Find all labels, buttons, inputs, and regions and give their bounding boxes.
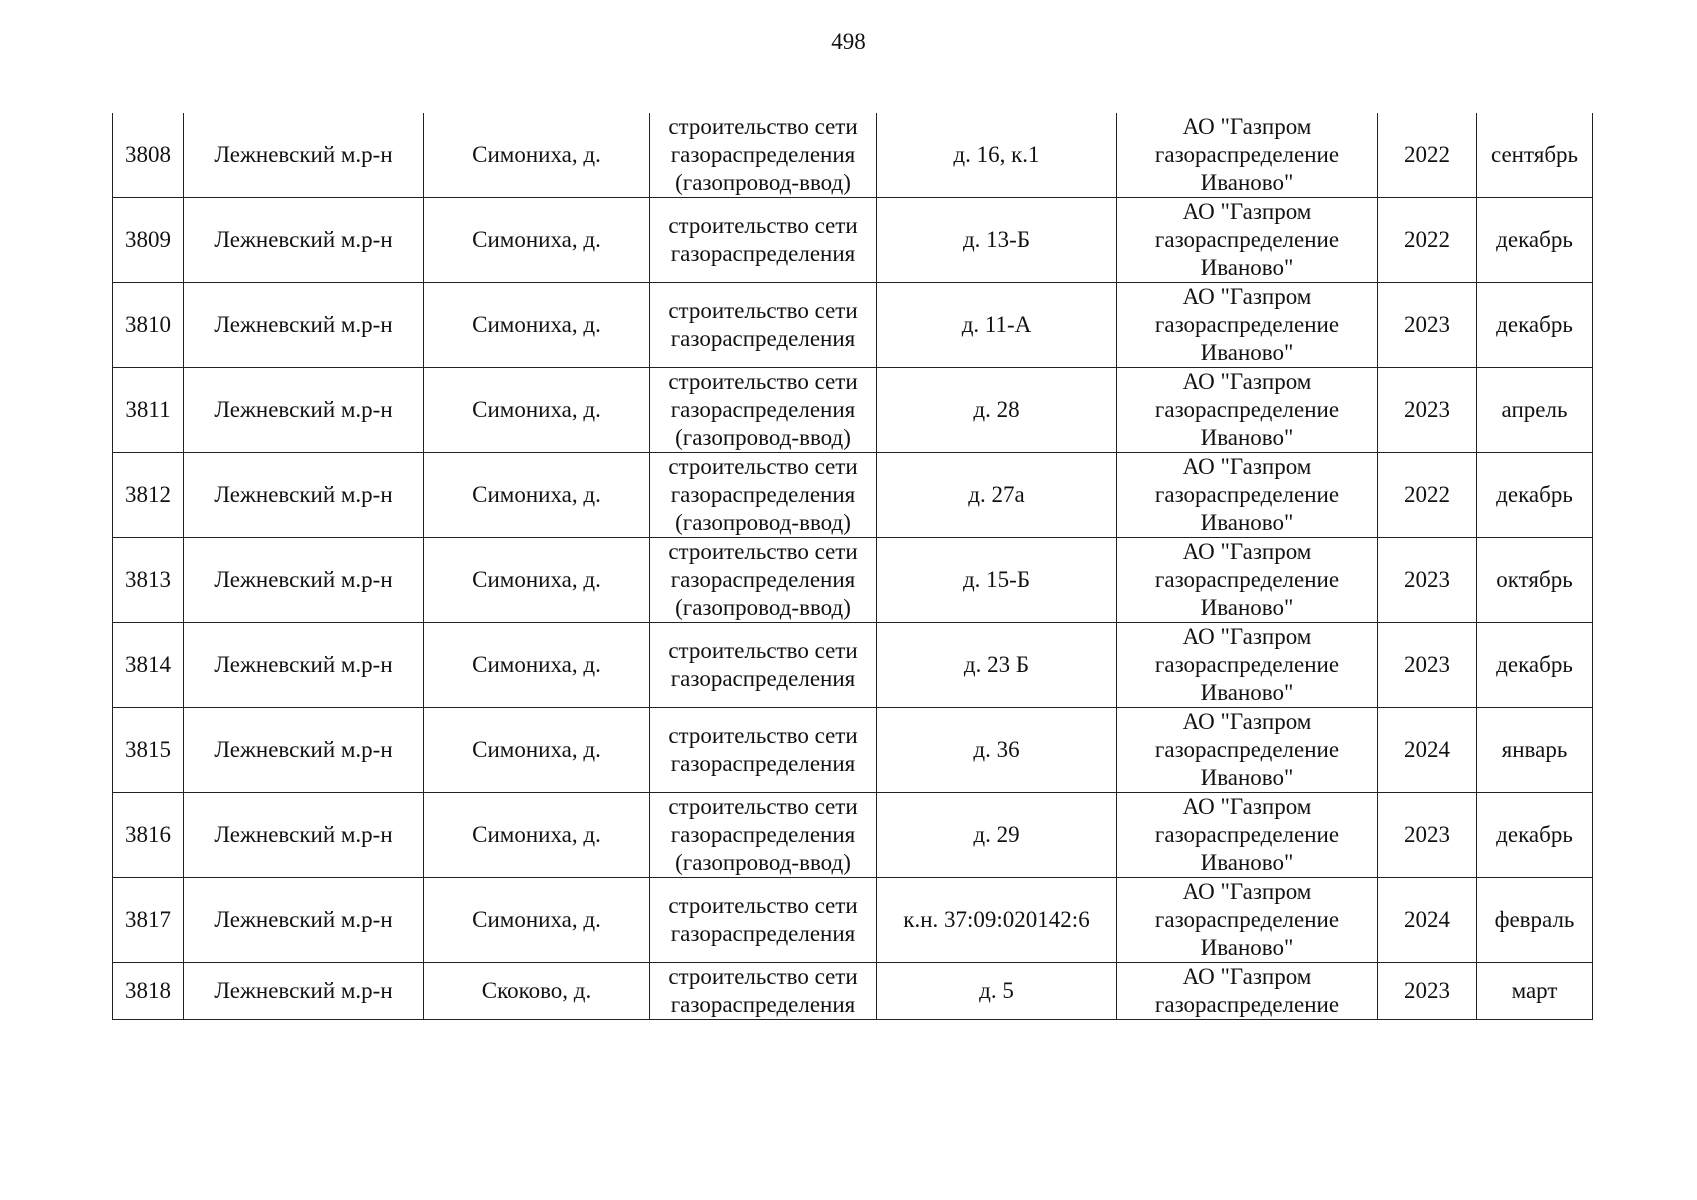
organization-cell-line: газораспределение [1154, 992, 1340, 1017]
month-cell: январь [1477, 708, 1593, 793]
organization-cell-line: АО "Газпром [1182, 369, 1312, 394]
address-cell: д. 27а [877, 453, 1117, 538]
work-type-cell-line: строительство сети [668, 723, 858, 748]
work-type-cell-line: строительство сети [668, 638, 858, 663]
row-number-cell: 3818 [113, 963, 184, 1020]
month-cell: декабрь [1477, 453, 1593, 538]
work-type-cell-line: газораспределения [670, 751, 856, 776]
row-number-cell: 3810 [113, 283, 184, 368]
organization-cell [1117, 198, 1378, 283]
organization-cell [1117, 878, 1378, 963]
district-cell: Лежневский м.р-н [184, 538, 424, 623]
month-cell: сентябрь [1477, 113, 1593, 198]
address-cell: д. 16, к.1 [877, 113, 1117, 198]
work-type-cell-line: строительство сети [668, 794, 858, 819]
work-type-cell-line: (газопровод-ввод) [675, 170, 851, 195]
settlement-cell: Симониха, д. [424, 368, 650, 453]
year-cell: 2022 [1378, 113, 1477, 198]
organization-cell-line: газораспределение [1154, 312, 1340, 337]
table-row [113, 623, 1593, 708]
settlement-cell: Симониха, д. [424, 198, 650, 283]
organization-cell-line: Иваново" [1200, 425, 1294, 450]
organization-cell [1117, 793, 1378, 878]
address-cell: к.н. 37:09:020142:6 [877, 878, 1117, 963]
month-cell: декабрь [1477, 198, 1593, 283]
organization-cell [1117, 623, 1378, 708]
year-cell: 2023 [1378, 623, 1477, 708]
district-cell: Лежневский м.р-н [184, 793, 424, 878]
row-number-cell: 3813 [113, 538, 184, 623]
work-type-cell-line: строительство сети [668, 298, 858, 323]
work-type-cell-line: газораспределения [670, 992, 856, 1017]
work-type-cell [650, 198, 877, 283]
organization-cell-line: газораспределение [1154, 227, 1340, 252]
gas-network-table [112, 113, 1593, 1020]
settlement-cell: Симониха, д. [424, 538, 650, 623]
organization-cell-line: газораспределение [1154, 822, 1340, 847]
settlement-cell: Симониха, д. [424, 113, 650, 198]
settlement-cell: Скоково, д. [424, 963, 650, 1020]
work-type-cell-line: строительство сети [668, 114, 858, 139]
organization-cell-line: АО "Газпром [1182, 879, 1312, 904]
year-cell: 2023 [1378, 538, 1477, 623]
table-row [113, 368, 1593, 453]
month-cell: март [1477, 963, 1593, 1020]
table-row [113, 113, 1593, 198]
address-cell: д. 23 Б [877, 623, 1117, 708]
work-type-cell-line: газораспределения [670, 326, 856, 351]
row-number-cell: 3815 [113, 708, 184, 793]
year-cell: 2022 [1378, 198, 1477, 283]
work-type-cell [650, 878, 877, 963]
work-type-cell [650, 793, 877, 878]
organization-cell [1117, 708, 1378, 793]
work-type-cell-line: строительство сети [668, 454, 858, 479]
work-type-cell [650, 113, 877, 198]
work-type-cell-line: строительство сети [668, 964, 858, 989]
work-type-cell-line: строительство сети [668, 893, 858, 918]
organization-cell-line: Иваново" [1200, 255, 1294, 280]
organization-cell-line: Иваново" [1200, 170, 1294, 195]
work-type-cell-line: газораспределения [670, 567, 856, 592]
district-cell: Лежневский м.р-н [184, 963, 424, 1020]
organization-cell-line: АО "Газпром [1182, 539, 1312, 564]
row-number-cell: 3808 [113, 113, 184, 198]
organization-cell-line: газораспределение [1154, 142, 1340, 167]
settlement-cell: Симониха, д. [424, 283, 650, 368]
organization-cell-line: АО "Газпром [1182, 114, 1312, 139]
table-row [113, 708, 1593, 793]
work-type-cell-line: газораспределения [670, 142, 856, 167]
organization-cell-line: газораспределение [1154, 652, 1340, 677]
row-number-cell: 3812 [113, 453, 184, 538]
district-cell: Лежневский м.р-н [184, 198, 424, 283]
organization-cell-line: газораспределение [1154, 482, 1340, 507]
organization-cell [1117, 963, 1378, 1020]
month-cell: декабрь [1477, 283, 1593, 368]
address-cell: д. 11-А [877, 283, 1117, 368]
month-cell: декабрь [1477, 623, 1593, 708]
work-type-cell-line: строительство сети [668, 213, 858, 238]
organization-cell-line: АО "Газпром [1182, 624, 1312, 649]
work-type-cell-line: газораспределения [670, 482, 856, 507]
work-type-cell [650, 368, 877, 453]
work-type-cell [650, 623, 877, 708]
work-type-cell [650, 963, 877, 1020]
row-number-cell: 3811 [113, 368, 184, 453]
table-row [113, 878, 1593, 963]
year-cell: 2024 [1378, 708, 1477, 793]
district-cell: Лежневский м.р-н [184, 113, 424, 198]
year-cell: 2023 [1378, 283, 1477, 368]
table-row [113, 198, 1593, 283]
work-type-cell-line: (газопровод-ввод) [675, 595, 851, 620]
table-body [113, 113, 1593, 1020]
work-type-cell-line: (газопровод-ввод) [675, 510, 851, 535]
organization-cell-line: газораспределение [1154, 397, 1340, 422]
settlement-cell: Симониха, д. [424, 878, 650, 963]
organization-cell-line: АО "Газпром [1182, 454, 1312, 479]
row-number-cell: 3816 [113, 793, 184, 878]
settlement-cell: Симониха, д. [424, 453, 650, 538]
address-cell: д. 36 [877, 708, 1117, 793]
year-cell: 2023 [1378, 368, 1477, 453]
table-row [113, 453, 1593, 538]
organization-cell-line: газораспределение [1154, 907, 1340, 932]
settlement-cell: Симониха, д. [424, 793, 650, 878]
table-row [113, 283, 1593, 368]
work-type-cell [650, 708, 877, 793]
district-cell: Лежневский м.р-н [184, 453, 424, 538]
settlement-cell: Симониха, д. [424, 708, 650, 793]
month-cell: февраль [1477, 878, 1593, 963]
address-cell: д. 15-Б [877, 538, 1117, 623]
table-row [113, 963, 1593, 1020]
district-cell: Лежневский м.р-н [184, 623, 424, 708]
table-row [113, 793, 1593, 878]
organization-cell-line: Иваново" [1200, 340, 1294, 365]
month-cell: декабрь [1477, 793, 1593, 878]
row-number-cell: 3814 [113, 623, 184, 708]
row-number-cell: 3817 [113, 878, 184, 963]
year-cell: 2023 [1378, 963, 1477, 1020]
organization-cell [1117, 113, 1378, 198]
settlement-cell: Симониха, д. [424, 623, 650, 708]
month-cell: апрель [1477, 368, 1593, 453]
organization-cell [1117, 538, 1378, 623]
year-cell: 2024 [1378, 878, 1477, 963]
work-type-cell-line: газораспределения [670, 397, 856, 422]
address-cell: д. 5 [877, 963, 1117, 1020]
organization-cell [1117, 283, 1378, 368]
organization-cell-line: АО "Газпром [1182, 284, 1312, 309]
organization-cell [1117, 453, 1378, 538]
organization-cell-line: АО "Газпром [1182, 794, 1312, 819]
work-type-cell [650, 538, 877, 623]
year-cell: 2022 [1378, 453, 1477, 538]
work-type-cell-line: (газопровод-ввод) [675, 425, 851, 450]
organization-cell-line: Иваново" [1200, 595, 1294, 620]
organization-cell-line: Иваново" [1200, 850, 1294, 875]
work-type-cell [650, 283, 877, 368]
work-type-cell-line: газораспределения [670, 822, 856, 847]
organization-cell-line: Иваново" [1200, 765, 1294, 790]
district-cell: Лежневский м.р-н [184, 368, 424, 453]
organization-cell-line: газораспределение [1154, 737, 1340, 762]
district-cell: Лежневский м.р-н [184, 708, 424, 793]
month-cell: октябрь [1477, 538, 1593, 623]
address-cell: д. 29 [877, 793, 1117, 878]
organization-cell-line: АО "Газпром [1182, 964, 1312, 989]
organization-cell-line: газораспределение [1154, 567, 1340, 592]
district-cell: Лежневский м.р-н [184, 878, 424, 963]
work-type-cell-line: газораспределения [670, 921, 856, 946]
organization-cell [1117, 368, 1378, 453]
address-cell: д. 28 [877, 368, 1117, 453]
page-number: 498 [831, 29, 866, 54]
work-type-cell-line: (газопровод-ввод) [675, 850, 851, 875]
work-type-cell-line: строительство сети [668, 539, 858, 564]
district-cell: Лежневский м.р-н [184, 283, 424, 368]
organization-cell-line: Иваново" [1200, 680, 1294, 705]
table-row [113, 538, 1593, 623]
organization-cell-line: АО "Газпром [1182, 199, 1312, 224]
organization-cell-line: Иваново" [1200, 510, 1294, 535]
organization-cell-line: Иваново" [1200, 935, 1294, 960]
row-number-cell: 3809 [113, 198, 184, 283]
work-type-cell [650, 453, 877, 538]
work-type-cell-line: газораспределения [670, 666, 856, 691]
organization-cell-line: АО "Газпром [1182, 709, 1312, 734]
work-type-cell-line: газораспределения [670, 241, 856, 266]
address-cell: д. 13-Б [877, 198, 1117, 283]
year-cell: 2023 [1378, 793, 1477, 878]
work-type-cell-line: строительство сети [668, 369, 858, 394]
